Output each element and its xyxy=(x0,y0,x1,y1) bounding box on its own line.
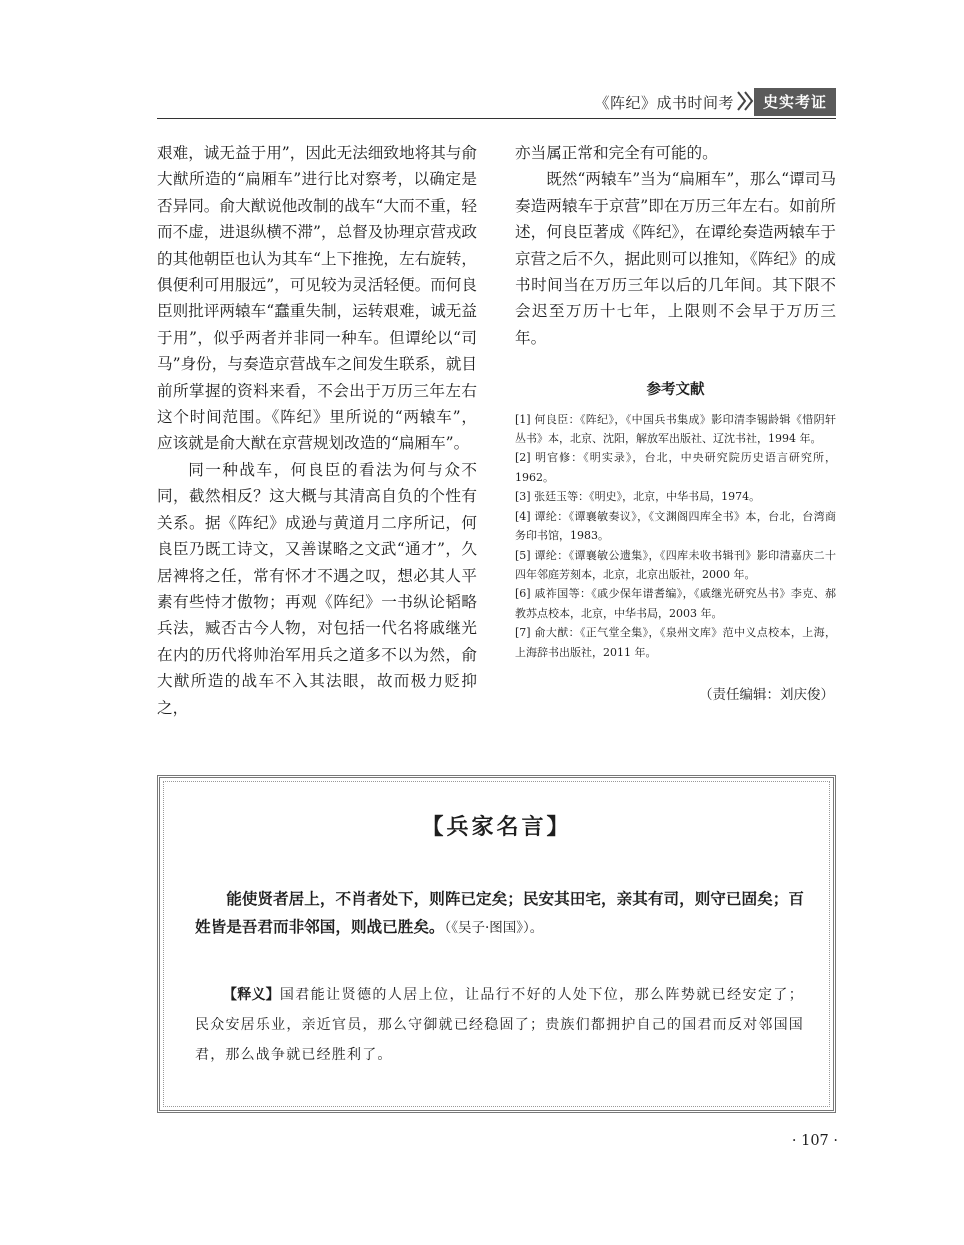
running-title: 《阵纪》成书时间考 xyxy=(594,94,734,112)
paragraph: 既然“两辕车”当为“扁厢车”，那么“谭司马奏造两辕车于京营”即在万历三年左右。如前所述，何良臣著成《阵纪》，在谭纶奏造两辕车于京营之后不久，据此则可以推知，《阵纪》的成书时间当在万历三年以后的几年间。其下限不会迟至万历十七年，上限则不会早于万历三年。 xyxy=(515,170,836,347)
responsible-editor: （责任编辑：刘庆俊） xyxy=(699,686,834,703)
explanation-label: 【释义】 xyxy=(223,987,280,1003)
quote-explanation xyxy=(195,980,804,1070)
quote-box xyxy=(157,775,836,1113)
reference-item: [6] 戚祚国等：《戚少保年谱耆编》，《戚继光研究丛书》李克、郝教苏点校本，北京，中华书局，2003 年。 xyxy=(515,587,836,620)
paragraph: 亦当属正常和完全有可能的。 xyxy=(515,144,718,162)
reference-item: [7] 俞大猷：《正气堂全集》，《泉州文库》范中义点校本，上海，上海辞书出版社，2011 年。 xyxy=(515,626,836,659)
references-heading: 参考文献 xyxy=(646,382,705,399)
reference-item: [5] 谭纶：《谭襄敏公遗集》，《四库未收书辑刊》影印清嘉庆二十四年邻庭芳刻本，北京，北京出版社，2000 年。 xyxy=(515,548,836,581)
paragraph: 艰难，诚无益于用”，因此无法细致地将其与俞大猷所造的“扁厢车”进行比对察考，以确定是否异同。俞大猷说他改制的战车“大而不重，轻而不虚，进退纵横不滞”，总督及协理京营戎政的其他朝臣也认为其车“上下推挽，左右旋转，俱便利可用服远”，可见较为灵活轻便。而何良臣则批评两辕车“蠢重失制，运转艰难，诚无益于用”，似乎两者并非同一种车。但谭纶以“司马”身份，与奏造京营战车之间发生联系，就目前所掌握的资料来看，不会出于万历三年左右这个时间范围。《阵纪》里所说的“两辕车”，应该就是俞大猷在京营规划改造的“扁厢车”。 xyxy=(157,144,477,453)
section-tag: 史实考证 xyxy=(754,88,836,116)
paragraph: 同一种战车，何良臣的看法为何与众不同，截然相反？这大概与其清高自负的个性有关系。据《阵纪》成逊与黄道月二序所记，何良臣乃既工诗文，又善谋略之文武“通才”，久居裨将之任，常有怀才不遇之叹，想必其人平素有些恃才傲物；再观《阵纪》一书纵论韬略兵法，臧否古今人物，对包括一代名将戚继光在内的历代将帅治军用兵之道多不以为然，俞大猷所造的战车不入其法眼，故而极力贬抑之， xyxy=(157,460,477,717)
chevron-right-icon xyxy=(736,90,756,112)
reference-item: [2] 明官修：《明实录》，台北，中央研究院历史语言研究所，1962。 xyxy=(515,451,836,484)
quote-source: （《吴子·图国》）。 xyxy=(444,920,544,936)
header-rule xyxy=(157,118,836,119)
reference-item: [4] 谭纶：《谭襄敏奏议》，《文渊阁四库全书》本，台北，台湾商务印书馆，1983。 xyxy=(515,509,836,543)
reference-item: [3] 张廷玉等：《明史》，北京，中华书局，1974。 xyxy=(515,490,761,504)
quote-box-title: 【兵家名言】 xyxy=(421,815,572,840)
right-column xyxy=(515,140,836,708)
page-number: · 107 · xyxy=(791,1133,838,1149)
explanation-text: 国君能让贤德的人居上位，让品行不好的人处下位，那么阵势就已经安定了；民众安居乐业，亲近官员，那么守御就已经稳固了；贵族们都拥护自己的国君而反对邻国国君，那么战争就已经胜利了。 xyxy=(195,987,804,1063)
quote-body: 能使贤者居上，不肖者处下，则阵已定矣；民安其田宅，亲其有司，则守已固矣；百姓皆是吾君而非邻国，则战已胜矣。 xyxy=(195,889,804,936)
left-column xyxy=(157,140,477,721)
quote-text xyxy=(195,885,804,942)
reference-item: [1] 何良臣：《阵纪》，《中国兵书集成》影印清李锡龄辑《惜阴轩丛书》本，北京、沈阳，解放军出版社、辽沈书社，1994 年。 xyxy=(515,412,836,446)
